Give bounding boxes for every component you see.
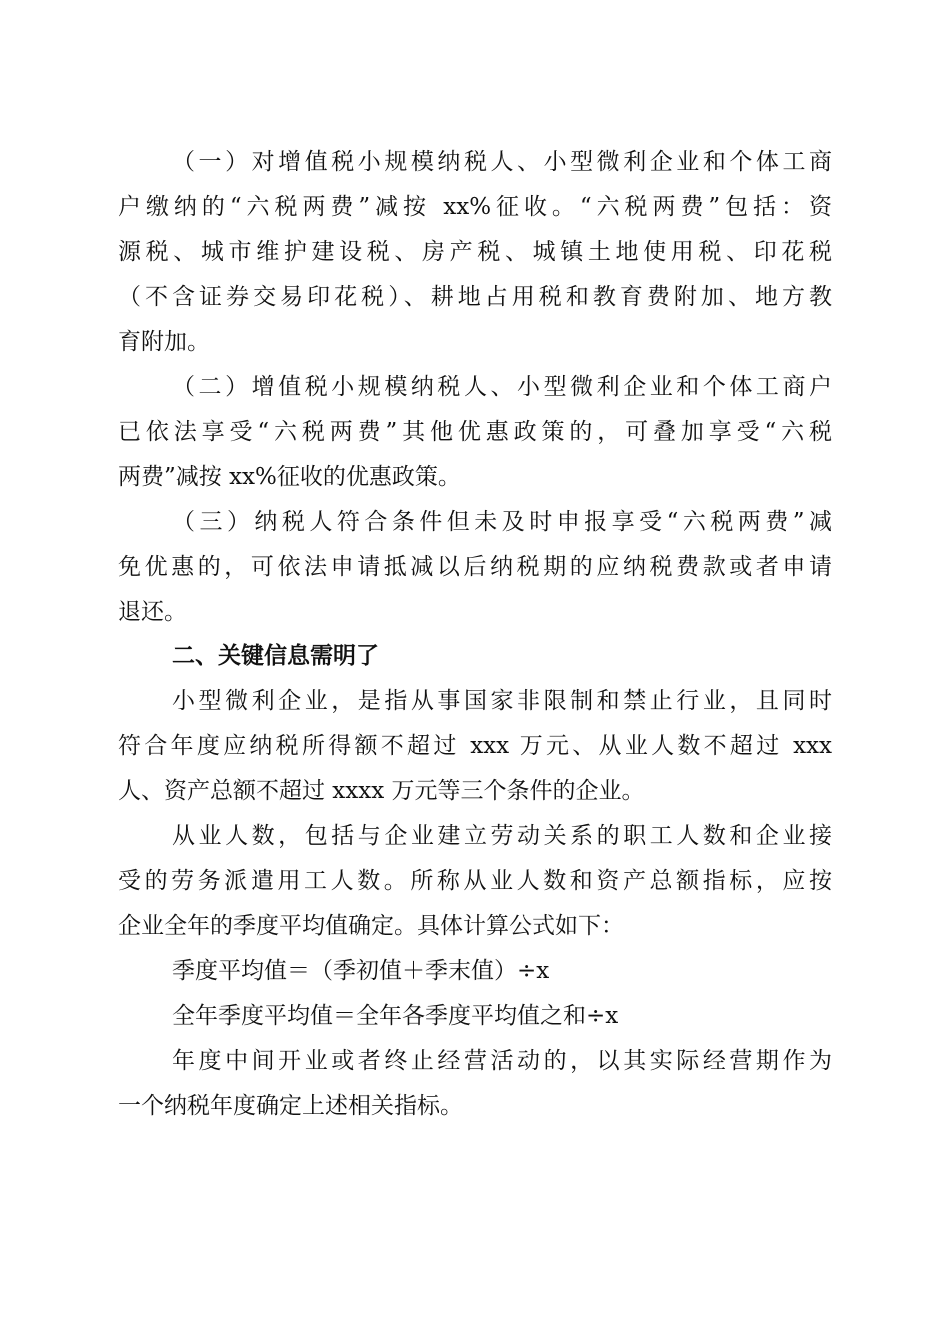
paragraph-6-line-1: 年度中间开业或者终止经营活动的，以其实际经营期作为 <box>172 1048 832 1074</box>
paragraph-1-line-1: （一）对增值税小规模纳税人、小型微利企业和个体工商 <box>172 149 832 175</box>
paragraph-3-line-1: （三）纳税人符合条件但未及时申报享受“六税两费”减 <box>172 509 832 535</box>
paragraph-2-line-1: （二）增值税小规模纳税人、小型微利企业和个体工商户 <box>172 374 832 400</box>
paragraph-1-line-5: 育附加。 <box>118 329 210 355</box>
paragraph-2-line-2: 已依法享受“六税两费”其他优惠政策的，可叠加享受“六税 <box>118 419 832 445</box>
paragraph-1-line-2: 户缴纳的“六税两费”减按 xx%征收。“六税两费”包括：资 <box>118 194 832 220</box>
paragraph-1-line-4: （不含证券交易印花税）、耕地占用税和教育费附加、地方教 <box>118 284 832 310</box>
paragraph-5-line-3: 企业全年的季度平均值确定。具体计算公式如下： <box>118 913 624 939</box>
paragraph-5-line-1: 从业人数，包括与企业建立劳动关系的职工人数和企业接 <box>172 823 832 849</box>
paragraph-5-line-2: 受的劳务派遣用工人数。所称从业人数和资产总额指标，应按 <box>118 868 832 894</box>
paragraph-2-line-3: 两费”减按 xx%征收的优惠政策。 <box>118 464 461 490</box>
formula-quarter-average: 季度平均值＝（季初值＋季末值）÷x <box>172 958 550 984</box>
paragraph-6-line-2: 一个纳税年度确定上述相关指标。 <box>118 1093 463 1119</box>
paragraph-3-line-2: 免优惠的，可依法申请抵减以后纳税期的应纳税费款或者申请 <box>118 554 832 580</box>
formula-annual-average: 全年季度平均值＝全年各季度平均值之和÷x <box>172 1003 619 1029</box>
paragraph-4-line-3: 人、资产总额不超过 xxxx 万元等三个条件的企业。 <box>118 778 645 804</box>
paragraph-1-line-3: 源税、城市维护建设税、房产税、城镇土地使用税、印花税 <box>118 239 832 265</box>
paragraph-3-line-3: 退还。 <box>118 599 187 625</box>
paragraph-4-line-1: 小型微利企业，是指从事国家非限制和禁止行业，且同时 <box>172 688 832 714</box>
section-heading: 二、关键信息需明了 <box>172 643 379 669</box>
paragraph-4-line-2: 符合年度应纳税所得额不超过 xxx 万元、从业人数不超过 xxx <box>118 733 832 759</box>
